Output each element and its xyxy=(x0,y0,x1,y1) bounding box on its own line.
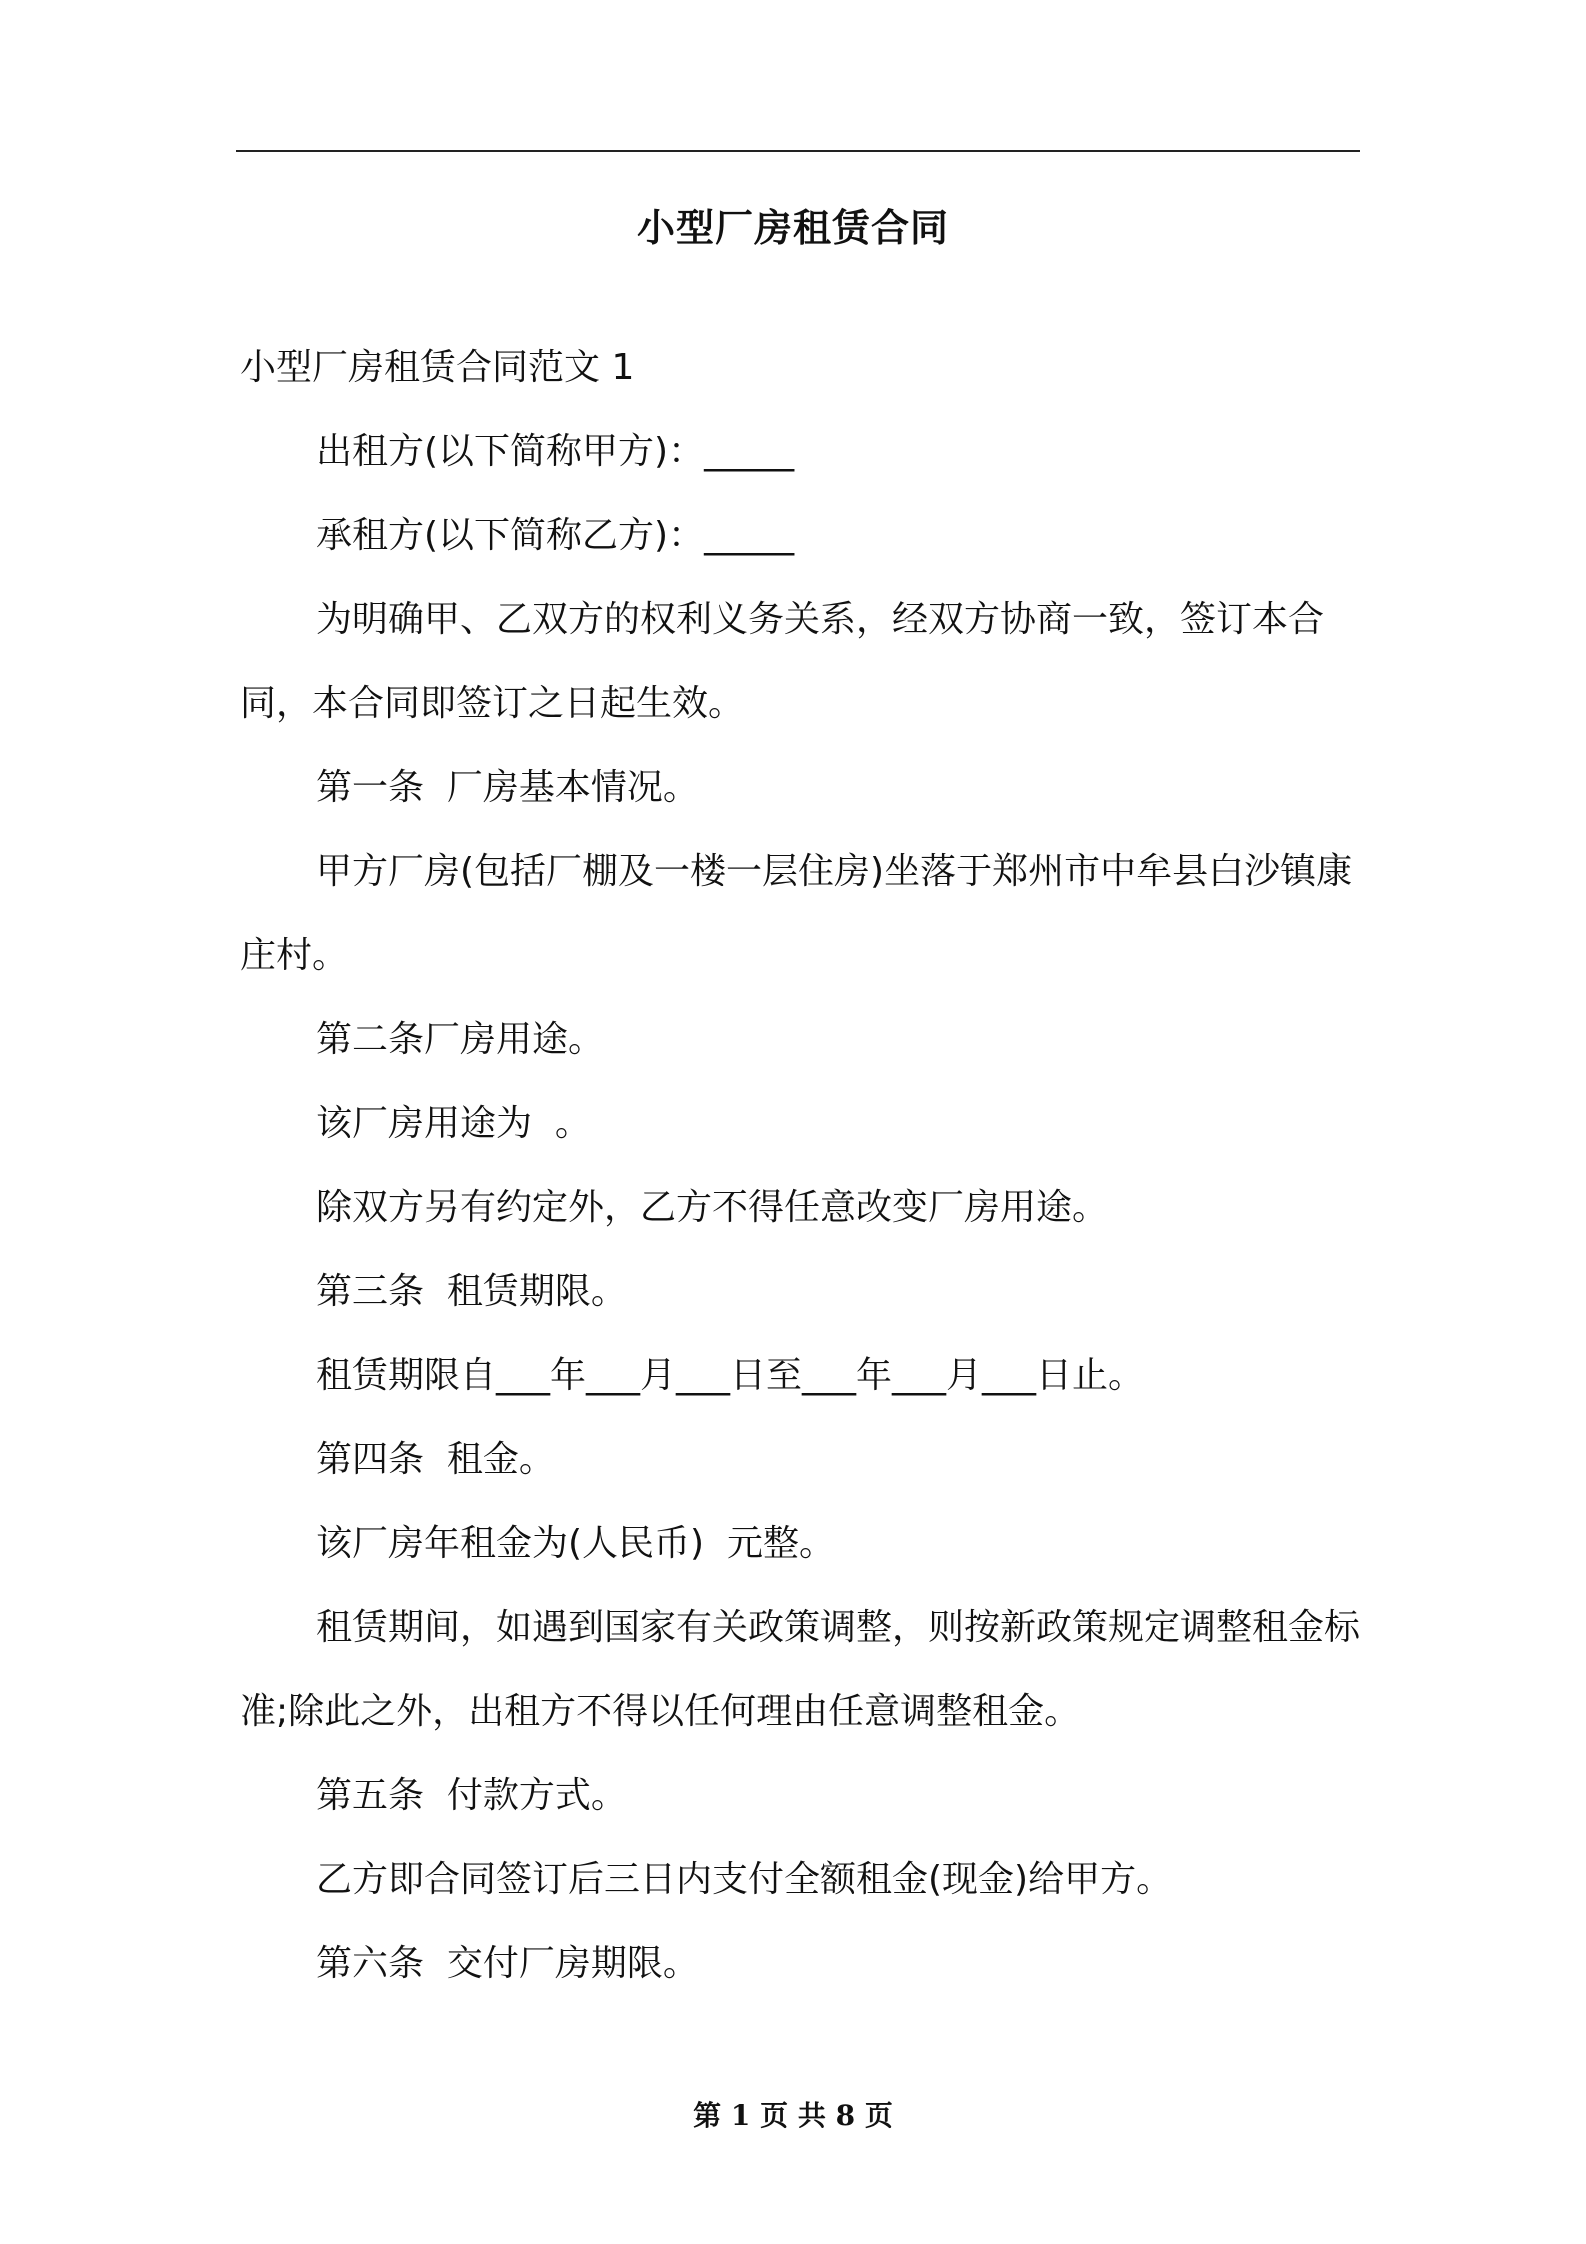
article-5-heading: 第五条 付款方式。 xyxy=(316,1775,627,1816)
page-number: 第 1 页 共 8 页 xyxy=(693,2099,893,2132)
document-title: 小型厂房租赁合同 xyxy=(636,206,949,250)
article-3-body: 租赁期限自___年___月___日至___年___月___日止。 xyxy=(316,1355,1145,1396)
article-3-heading: 第三条 租赁期限。 xyxy=(316,1271,627,1312)
document-subtitle: 小型厂房租赁合同范文 1 xyxy=(240,347,635,388)
paragraph-lessee: 承租方(以下简称乙方)：_____ xyxy=(316,515,795,556)
article-2-heading: 第二条厂房用途。 xyxy=(316,1019,605,1060)
article-4-body: 该厂房年租金为(人民币) 元整。 xyxy=(316,1523,835,1564)
article-1-heading: 第一条 厂房基本情况。 xyxy=(316,767,699,808)
article-6-heading: 第六条 交付厂房期限。 xyxy=(316,1943,699,1984)
article-4-heading: 第四条 租金。 xyxy=(316,1439,555,1480)
article-5-body: 乙方即合同签订后三日内支付全额租金(现金)给甲方。 xyxy=(316,1859,1173,1900)
header-divider xyxy=(236,150,1360,152)
article-1-body: 甲方厂房(包括厂棚及一楼一层住房)坐落于郑州市中牟县白沙镇康庄村。 xyxy=(240,851,1353,976)
article-2-body-2: 除双方另有约定外，乙方不得任意改变厂房用途。 xyxy=(316,1187,1109,1228)
article-2-body: 该厂房用途为 。 xyxy=(316,1103,591,1144)
article-4-body-2: 租赁期间，如遇到国家有关政策调整，则按新政策规定调整租金标准;除此之外，出租方不得以任何理由任意调整租金。 xyxy=(240,1607,1361,1732)
paragraph-purpose: 为明确甲、乙双方的权利义务关系，经双方协商一致，签订本合同，本合同即签订之日起生效。 xyxy=(240,599,1325,724)
document-body xyxy=(240,326,1360,2006)
paragraph-lessor: 出租方(以下简称甲方)：_____ xyxy=(316,431,795,472)
